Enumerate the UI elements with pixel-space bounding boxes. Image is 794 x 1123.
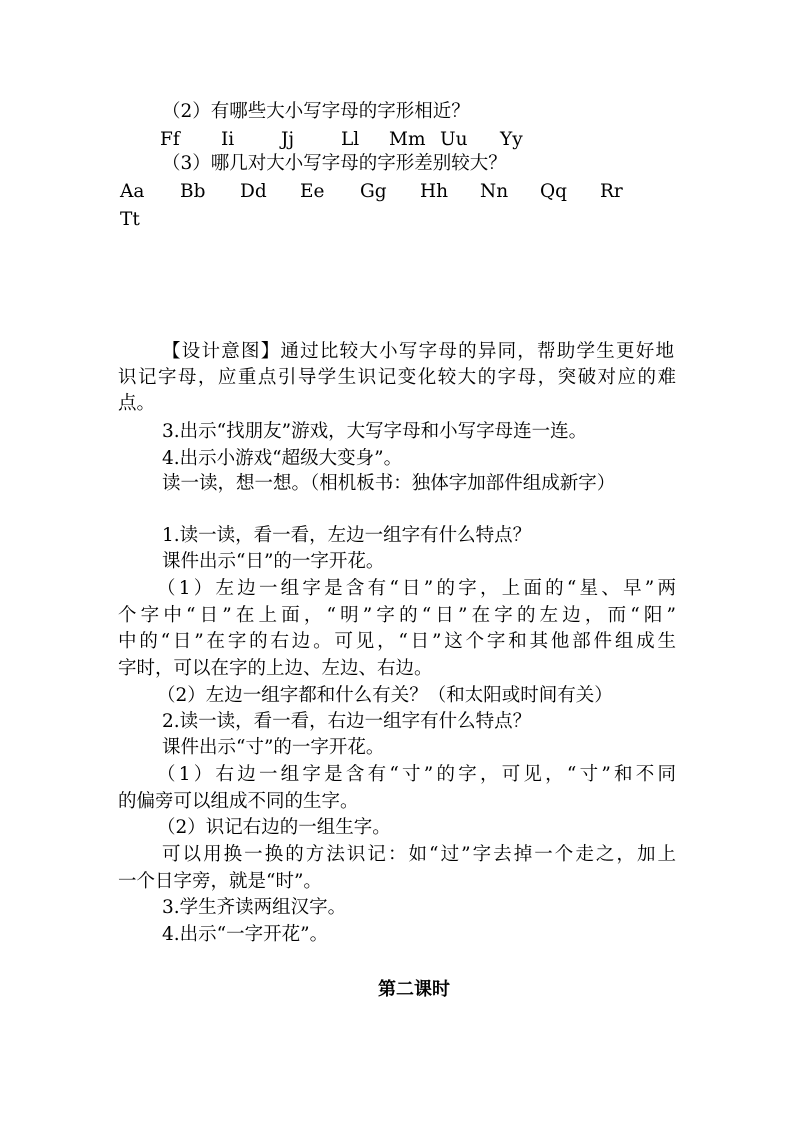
letter-pair: Aa [120,181,145,202]
letter-pair: Ee [300,181,325,202]
item-2-show: 课件出示“寸”的一字开花。 [162,737,385,758]
item-1-p1-line-1: （1）左边一组字是含有“日”的字，上面的“星、早”两 [157,578,676,599]
letter-pair: Gg [360,181,387,202]
letter-pair: Jj [281,129,295,150]
letter-pair: Dd [240,181,267,202]
item-1-p1-line-2: 个字中“日”在上面，“明”字的“日”在字的左边，而“阳” [118,605,676,626]
letter-pair-wrap: Tt [120,209,140,230]
letter-pair: Ii [221,129,235,150]
step-4-flower: 4.出示“一字开花”。 [162,924,329,945]
item-1-p2: （2）左边一组字都和什么有关？（和太阳或时间有关） [157,685,613,706]
item-1-p1-line-4: 字时，可以在字的上边、左边、右边。 [118,658,433,679]
letter-pair: Uu [440,129,468,150]
letter-pair: Hh [420,181,449,202]
step-3-game: 3.出示“找朋友”游戏，大写字母和小写字母连一连。 [162,421,588,442]
letter-pair: Ll [341,129,360,150]
item-2: 2.读一读，看一看，右边一组字有什么特点？ [162,711,532,732]
letter-pair: Bb [180,181,206,202]
step-4-game: 4.出示小游戏“超级大变身”。 [162,448,403,469]
letter-pair: Yy [500,129,523,150]
item-1: 1.读一读，看一看，左边一组字有什么特点？ [162,525,532,546]
item-1-show: 课件出示“日”的一字开花。 [162,551,385,572]
question-3: （3）哪几对大小写字母的字形差别较大？ [162,153,507,174]
item-2-p2: （2）识记右边的一组生字。 [157,817,391,838]
question-2: （2）有哪些大小写字母的字形相近？ [162,101,470,122]
item-2-p1-line-2: 的偏旁可以组成不同的生字。 [118,791,359,812]
letter-pair: Ff [160,129,180,150]
letter-pair: Qq [540,181,568,202]
design-intent-line-1: 【设计意图】通过比较大小写字母的异同，帮助学生更好地 [162,341,674,362]
item-1-p1-line-3: 中的“日”在字的右边。可见，“日”这个字和其他部件组成生 [118,631,676,652]
design-intent-line-3: 点。 [118,393,156,414]
similar-letter-pairs [0,128,794,152]
step-3-read: 3.学生齐读两组汉字。 [162,897,347,918]
letter-pair: Nn [480,181,509,202]
item-2-p1-line-1: （1）右边一组字是含有“寸”的字，可见，“寸”和不同 [157,764,676,785]
read-think: 读一读，想一想。（相机板书：独体字加部件组成新字） [162,473,616,494]
lesson-title: 第二课时 [378,979,450,1000]
letter-pair: Mm [389,129,426,150]
letter-pair: Rr [600,181,623,202]
item-2-method-line-1: 可以用换一换的方法识记：如“过”字去掉一个走之，加上 [162,844,676,865]
different-letter-pairs [0,180,794,204]
design-intent-line-2: 识记字母，应重点引导学生识记变化较大的字母，突破对应的难 [118,367,676,388]
item-2-method-line-2: 一个日字旁，就是“时”。 [118,871,322,892]
